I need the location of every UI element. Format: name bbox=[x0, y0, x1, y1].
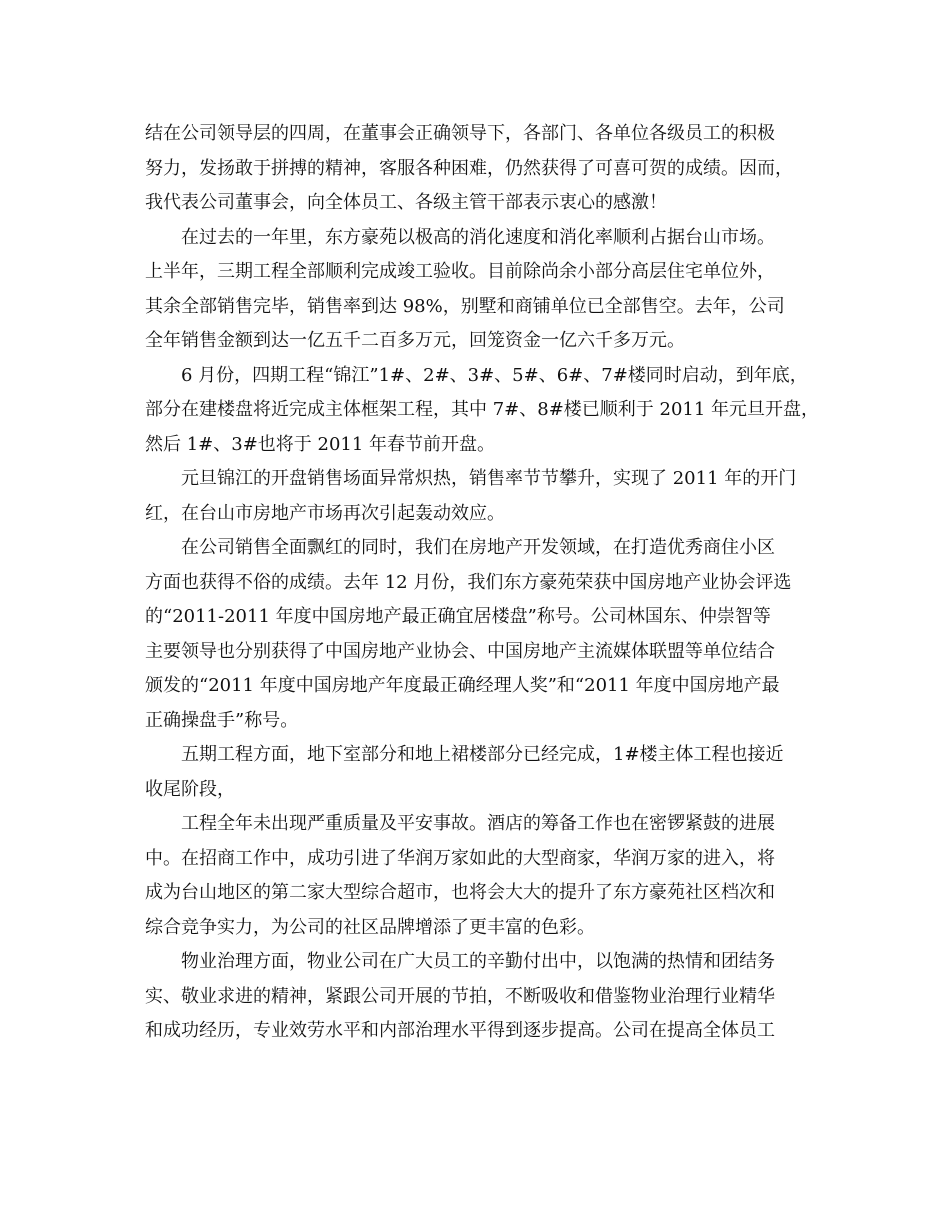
text-line: 结在公司领导层的四周，在董事会正确领导下，各部门、各单位各级员工的积极 bbox=[145, 123, 775, 144]
text-line: 方面也获得不俗的成绩。去年 12 月份，我们东方豪苑荣获中国房地产业协会评选 bbox=[145, 571, 792, 593]
text-line: 正确操盘手”称号。 bbox=[145, 709, 299, 731]
text-line: 实、敬业求进的精神，紧跟公司开展的节拍，不断吸收和借鉴物业治理行业精华 bbox=[145, 985, 775, 1007]
text-line: 努力，发扬敢于拼搏的精神，客服各种困难，仍然获得了可喜可贺的成绩。因而， bbox=[145, 157, 793, 179]
text-line: 颁发的“2011 年度中国房地产年度最正确经理人奖”和“2011 年度中国房地产最 bbox=[145, 675, 780, 696]
text-line: 部分在建楼盘将近完成主体框架工程，其中 7#、8#楼已顺利于 2011 年元旦开盘， bbox=[145, 399, 820, 420]
text-line: 全年销售金额到达一亿五千二百多万元，回笼资金一亿六千多万元。 bbox=[145, 330, 685, 351]
document-body bbox=[145, 117, 820, 1049]
paragraph-first-line: 五期工程方面，地下室部分和地上裙楼部分已经完成，1#楼主体工程也接近 bbox=[181, 744, 784, 765]
paragraph-first-line: 6 月份，四期工程“锦江”1#、2#、3#、5#、6#、7#楼同时启动，到年底， bbox=[181, 364, 808, 386]
text-line: 其余全部销售完毕，销售率到达 98%，别墅和商铺单位已全部售空。去年，公司 bbox=[145, 295, 785, 317]
text-line: 中。在招商工作中，成功引进了华润万家如此的大型商家，华润万家的进入，将 bbox=[145, 847, 775, 869]
text-line: 上半年，三期工程全部顺利完成竣工验收。目前除尚余小部分高层住宅单位外， bbox=[145, 261, 775, 282]
text-line: 红，在台山市房地产市场再次引起轰动效应。 bbox=[145, 502, 505, 524]
text-line: 综合竞争实力，为公司的社区品牌增添了更丰富的色彩。 bbox=[145, 916, 595, 938]
paragraph-first-line: 在公司销售全面飘红的同时，我们在房地产开发领域，在打造优秀商住小区 bbox=[181, 537, 775, 558]
paragraph-first-line: 在过去的一年里，东方豪苑以极高的消化速度和消化率顺利占据台山市场。 bbox=[181, 226, 775, 248]
text-line: 主要领导也分别获得了中国房地产业协会、中国房地产主流媒体联盟等单位结合 bbox=[145, 640, 775, 662]
paragraph-first-line: 元旦锦江的开盘销售场面异常炽热，销售率节节攀升，实现了 2011 年的开门 bbox=[181, 468, 797, 489]
text-line: 收尾阶段， bbox=[145, 778, 235, 800]
text-line: 成为台山地区的第二家大型综合超市，也将会大大的提升了东方豪苑社区档次和 bbox=[145, 882, 775, 903]
paragraph-first-line: 物业治理方面，物业公司在广大员工的辛勤付出中，以饱满的热情和团结务 bbox=[181, 951, 775, 972]
text-line: 和成功经历，专业效劳水平和内部治理水平得到逐步提高。公司在提高全体员工 bbox=[145, 1020, 775, 1041]
text-line: 然后 1#、3#也将于 2011 年春节前开盘。 bbox=[145, 433, 496, 455]
text-line: 的“2011-2011 年度中国房地产最正确宜居楼盘”称号。公司林国东、仲崇智等 bbox=[145, 606, 771, 627]
text-line: 我代表公司董事会，向全体员工、各级主管干部表示衷心的感激！ bbox=[145, 192, 667, 213]
paragraph-first-line: 工程全年未出现严重质量及平安事故。酒店的筹备工作也在密锣紧鼓的进展 bbox=[181, 813, 775, 834]
